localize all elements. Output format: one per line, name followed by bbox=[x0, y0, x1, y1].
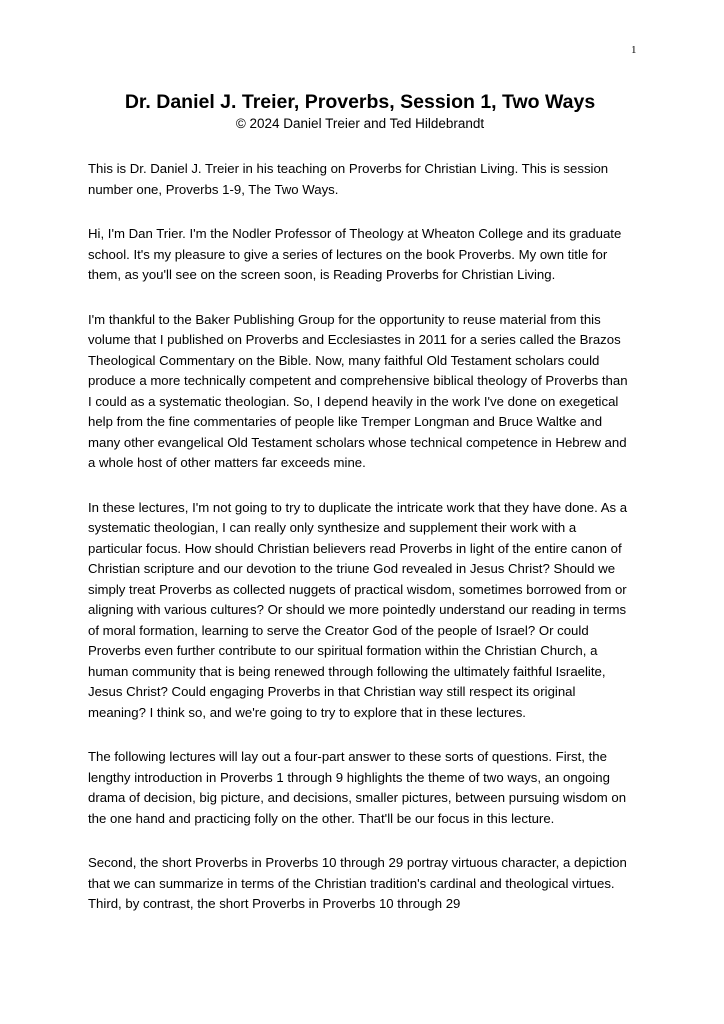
paragraph: In these lectures, I'm not going to try to duplicate the intricate work that they have done. As a systematic theologian, I can really only synthesize and supplement their work with a particular focus. How should Christian believers read Proverbs in light of the entire canon of Christian scripture and our devotion to the triune God revealed in Jesus Christ? Should we simply treat Proverbs as collected nuggets of practical wisdom, sometimes borrowed from or aligning with various cultures? Or should we more pointedly understand our reading in terms of moral formation, learning to serve the Creator God of the people of Israel? Or could Proverbs even further contribute to our spiritual formation within the Christian Church, a human community that is being renewed through following the ultimately faithful Israelite, Jesus Christ? Could engaging Proverbs in that Christian way still respect its original meaning? I think so, and we're going to try to explore that in these lectures. bbox=[88, 499, 628, 720]
document-body bbox=[88, 159, 634, 915]
document-header bbox=[86, 90, 634, 133]
paragraph: Hi, I'm Dan Trier. I'm the Nodler Professor of Theology at Wheaton College and its graduate school. It's my pleasure to give a series of lectures on the book Proverbs. My own title for them, as you'll see on the screen soon, is Reading Proverbs for Christian Living. bbox=[88, 226, 622, 282]
document-title: Dr. Daniel J. Treier, Proverbs, Session 1, Two Ways bbox=[124, 91, 596, 113]
page-number: 1 bbox=[631, 44, 637, 56]
paragraph: Second, the short Proverbs in Proverbs 10 through 29 portray virtuous character, a depiction that we can summarize in terms of the Christian tradition's cardinal and theological virtues. Third, by contrast, the short Proverbs in Proverbs 10 through 29 bbox=[88, 855, 627, 911]
paragraph: I'm thankful to the Baker Publishing Group for the opportunity to reuse material from this volume that I published on Proverbs and Ecclesiastes in 2011 for a series called the Brazos Theological Commentary on the Bible. Now, many faithful Old Testament scholars could produce a more technically competent and comprehensive biblical theology of Proverbs than I could as a systematic theologian. So, I depend heavily in the work I've done on exegetical help from the fine commentaries of people like Tremper Longman and Bruce Waltke and many other evangelical Old Testament scholars whose technical competence in Hebrew and a whole host of other matters far exceeds mine. bbox=[88, 311, 628, 470]
paragraph: This is Dr. Daniel J. Treier in his teaching on Proverbs for Christian Living. This is session number one, Proverbs 1-9, The Two Ways. bbox=[88, 161, 609, 197]
paragraph: The following lectures will lay out a four-part answer to these sorts of questions. First, the lengthy introduction in Proverbs 1 through 9 highlights the theme of two ways, an ongoing drama of decision, big picture, and decisions, smaller pictures, between pursuing wisdom on the one hand and practicing folly on the other. That'll be our focus in this lecture. bbox=[88, 749, 627, 826]
copyright-line: © 2024 Daniel Treier and Ted Hildebrandt bbox=[235, 116, 485, 131]
